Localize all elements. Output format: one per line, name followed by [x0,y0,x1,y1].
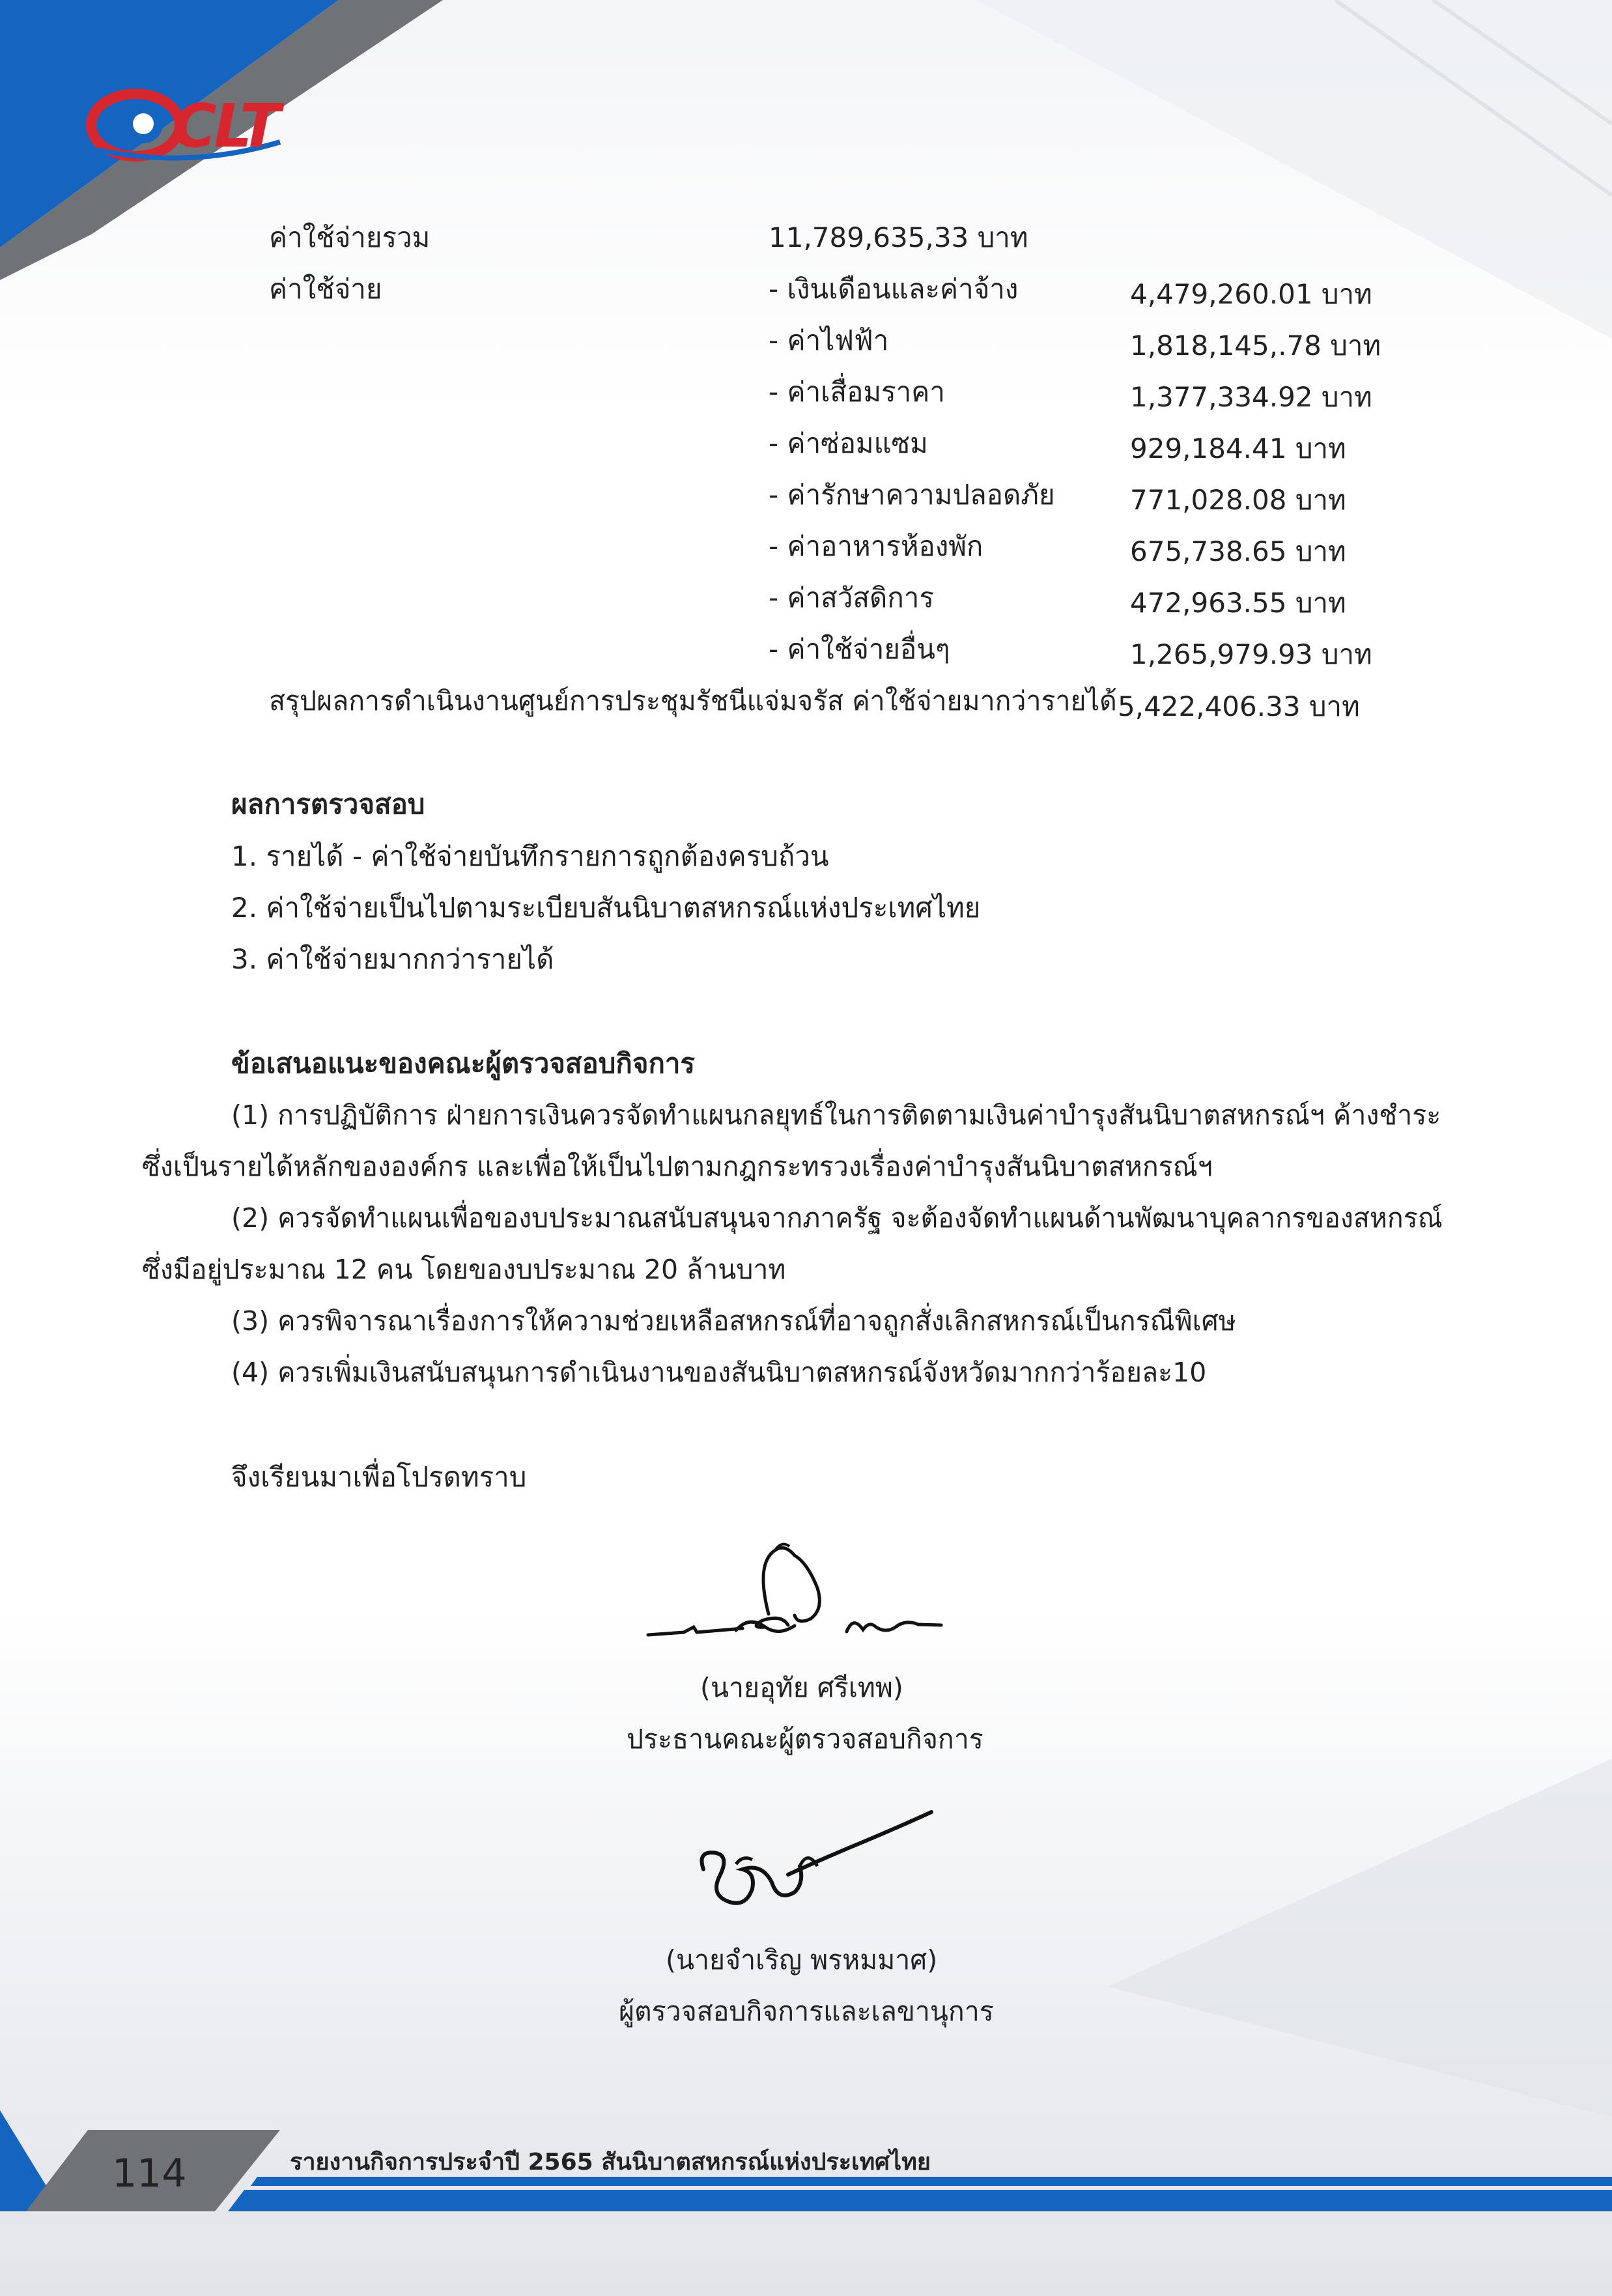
signatory-1-title: ประธานคณะผู้ตรวจสอบกิจการ [627,1723,983,1755]
bottom-right-shade [1107,1759,1612,2117]
signature-1-image [645,1537,957,1648]
expense-item-amount: 675,738.65 บาท [1130,535,1346,567]
expense-item-name: - ค่าอาหารห้องพัก [769,530,983,562]
expense-item-name: - ค่าใช้จ่ายอื่นๆ [769,633,950,665]
audit-heading: ผลการตรวจสอบ [231,788,425,820]
expense-item-amount: 1,377,334.92 บาท [1130,381,1372,413]
expense-item-name: - ค่าเสื่อมราคา [769,376,945,408]
recommendations-heading: ข้อเสนอแนะของคณะผู้ตรวจสอบกิจการ [231,1047,696,1079]
expense-label: ค่าใช้จ่าย [269,273,382,305]
signatory-2-name: (นายจำเริญ พรหมมาศ) [666,1944,938,1976]
recommendation-2-line-1: (2) ควรจัดทำแผนเพื่อของบประมาณสนับสนุนจากภาครัฐ จะต้องจัดทำแผนด้านพัฒนาบุคลากรของสหกรณ์ [231,1202,1443,1234]
clt-logo [85,85,300,166]
expense-item-amount: 929,184.41 บาท [1130,432,1346,464]
page-number: 114 [112,2151,187,2196]
recommendation-4: (4) ควรเพิ่มเงินสนับสนุนการดำเนินงานของสันนิบาตสหกรณ์จังหวัดมากกว่าร้อยละ10 [231,1357,1207,1388]
audit-item: 1. รายได้ - ค่าใช้จ่ายบันทึกรายการถูกต้องครบถ้วน [231,840,829,872]
footer-line-bottom [228,2190,1612,2211]
closing-text: จึงเรียนมาเพื่อโปรดทราบ [231,1461,527,1493]
signatory-1-name: (นายอุทัย ศรีเทพ) [700,1672,903,1703]
audit-item: 3. ค่าใช้จ่ายมากกว่ารายได้ [231,943,554,975]
expense-item-amount: 771,028.08 บาท [1130,484,1346,516]
footer-title: รายงานกิจการประจำปี 2565 สันนิบาตสหกรณ์แห่งประเทศไทย [290,2149,931,2176]
logo-text: CLT [173,91,278,161]
expense-item-name: - เงินเดือนและค่าจ้าง [769,273,1019,305]
signature-2-image [690,1804,951,1921]
signatory-2-title: ผู้ตรวจสอบกิจการและเลขานุการ [619,1996,994,2027]
audit-item: 2. ค่าใช้จ่ายเป็นไปตามระเบียบสันนิบาตสหกรณ์แห่งประเทศไทย [231,892,981,924]
recommendation-2-line-2: ซึ่งมีอยู่ประมาณ 12 คน โดยของบประมาณ 20 ล้านบาท [142,1254,786,1285]
summary-value: 5,422,406.33 บาท [1118,690,1360,722]
recommendation-3: (3) ควรพิจารณาเรื่องการให้ความช่วยเหลือสหกรณ์ที่อาจถูกสั่งเลิกสหกรณ์เป็นกรณีพิเศษ [231,1305,1236,1337]
expense-item-name: - ค่ารักษาความปลอดภัย [769,479,1055,511]
expense-item-amount: 1,265,979.93 บาท [1130,638,1372,670]
summary-label: สรุปผลการดำเนินงานศูนย์การประชุมรัชนีแจ่มจรัส ค่าใช้จ่ายมากว่ารายได้ [269,685,1117,716]
total-expense-value: 11,789,635,33 บาท [769,221,1028,253]
recommendation-1-line-1: (1) การปฏิบัติการ ฝ่ายการเงินควรจัดทำแผนกลยุทธ์ในการติดตามเงินค่าบำรุงสันนิบาตสหกรณ์ฯ ค้างชำระ [231,1099,1441,1131]
expense-item-amount: 472,963.55 บาท [1130,587,1346,619]
total-expense-label: ค่าใช้จ่ายรวม [269,221,431,253]
expense-item-name: - ค่าไฟฟ้า [769,324,889,356]
expense-item-name: - ค่าสวัสดิการ [769,582,934,614]
recommendation-1-line-2: ซึ่งเป็นรายได้หลักขององค์กร และเพื่อให้เป็นไปตามกฎกระทรวงเรื่องค่าบำรุงสันนิบาตสหกรณ์ฯ [142,1151,1213,1182]
expense-item-amount: 1,818,145,.78 บาท [1130,330,1381,361]
expense-item-amount: 4,479,260.01 บาท [1130,278,1372,310]
expense-item-name: - ค่าซ่อมแซม [769,427,928,459]
